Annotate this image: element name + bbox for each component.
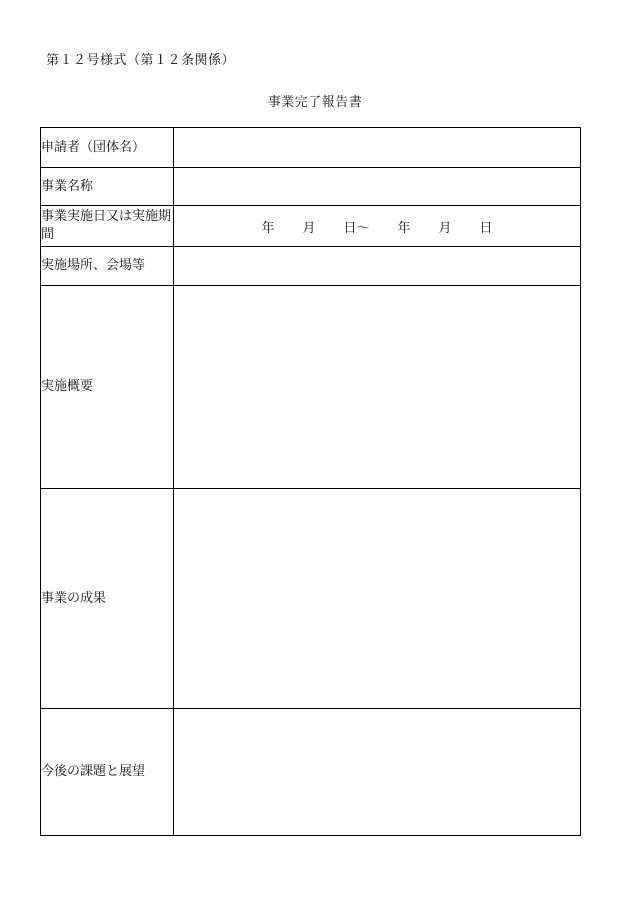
period-field[interactable] [174,206,581,247]
period-label: 事業実施日又は実施期間 [41,206,174,247]
end-day-unit: 日 [479,220,493,236]
venue-label: 実施場所、会場等 [41,247,174,286]
start-month-unit: 月 [302,220,316,236]
applicant-label: 申請者（団体名） [41,128,174,168]
report-table [40,127,581,836]
table-row-project-name [41,168,581,206]
period-dates [174,217,580,236]
applicant-field[interactable] [174,128,581,168]
table-row-period [41,206,581,247]
start-year-unit: 年 [261,220,275,236]
results-field[interactable] [174,489,581,709]
table-row-venue [41,247,581,286]
table-row-outlook [41,709,581,836]
project-name-field[interactable] [174,168,581,206]
table-row-overview [41,286,581,489]
document-title: 事業完了報告書 [267,95,363,110]
end-month-unit: 月 [438,220,452,236]
results-label: 事業の成果 [41,489,174,709]
overview-field[interactable] [174,286,581,489]
end-year-unit: 年 [397,220,411,236]
table-row-results [41,489,581,709]
outlook-field[interactable] [174,709,581,836]
start-day-unit: 日～ [343,220,370,236]
outlook-label: 今後の課題と展望 [41,709,174,836]
project-name-label: 事業名称 [41,168,174,206]
venue-field[interactable] [174,247,581,286]
form-number: 第１２号様式（第１２条関係） [46,53,236,68]
overview-label: 実施概要 [41,286,174,489]
table-row-applicant [41,128,581,168]
